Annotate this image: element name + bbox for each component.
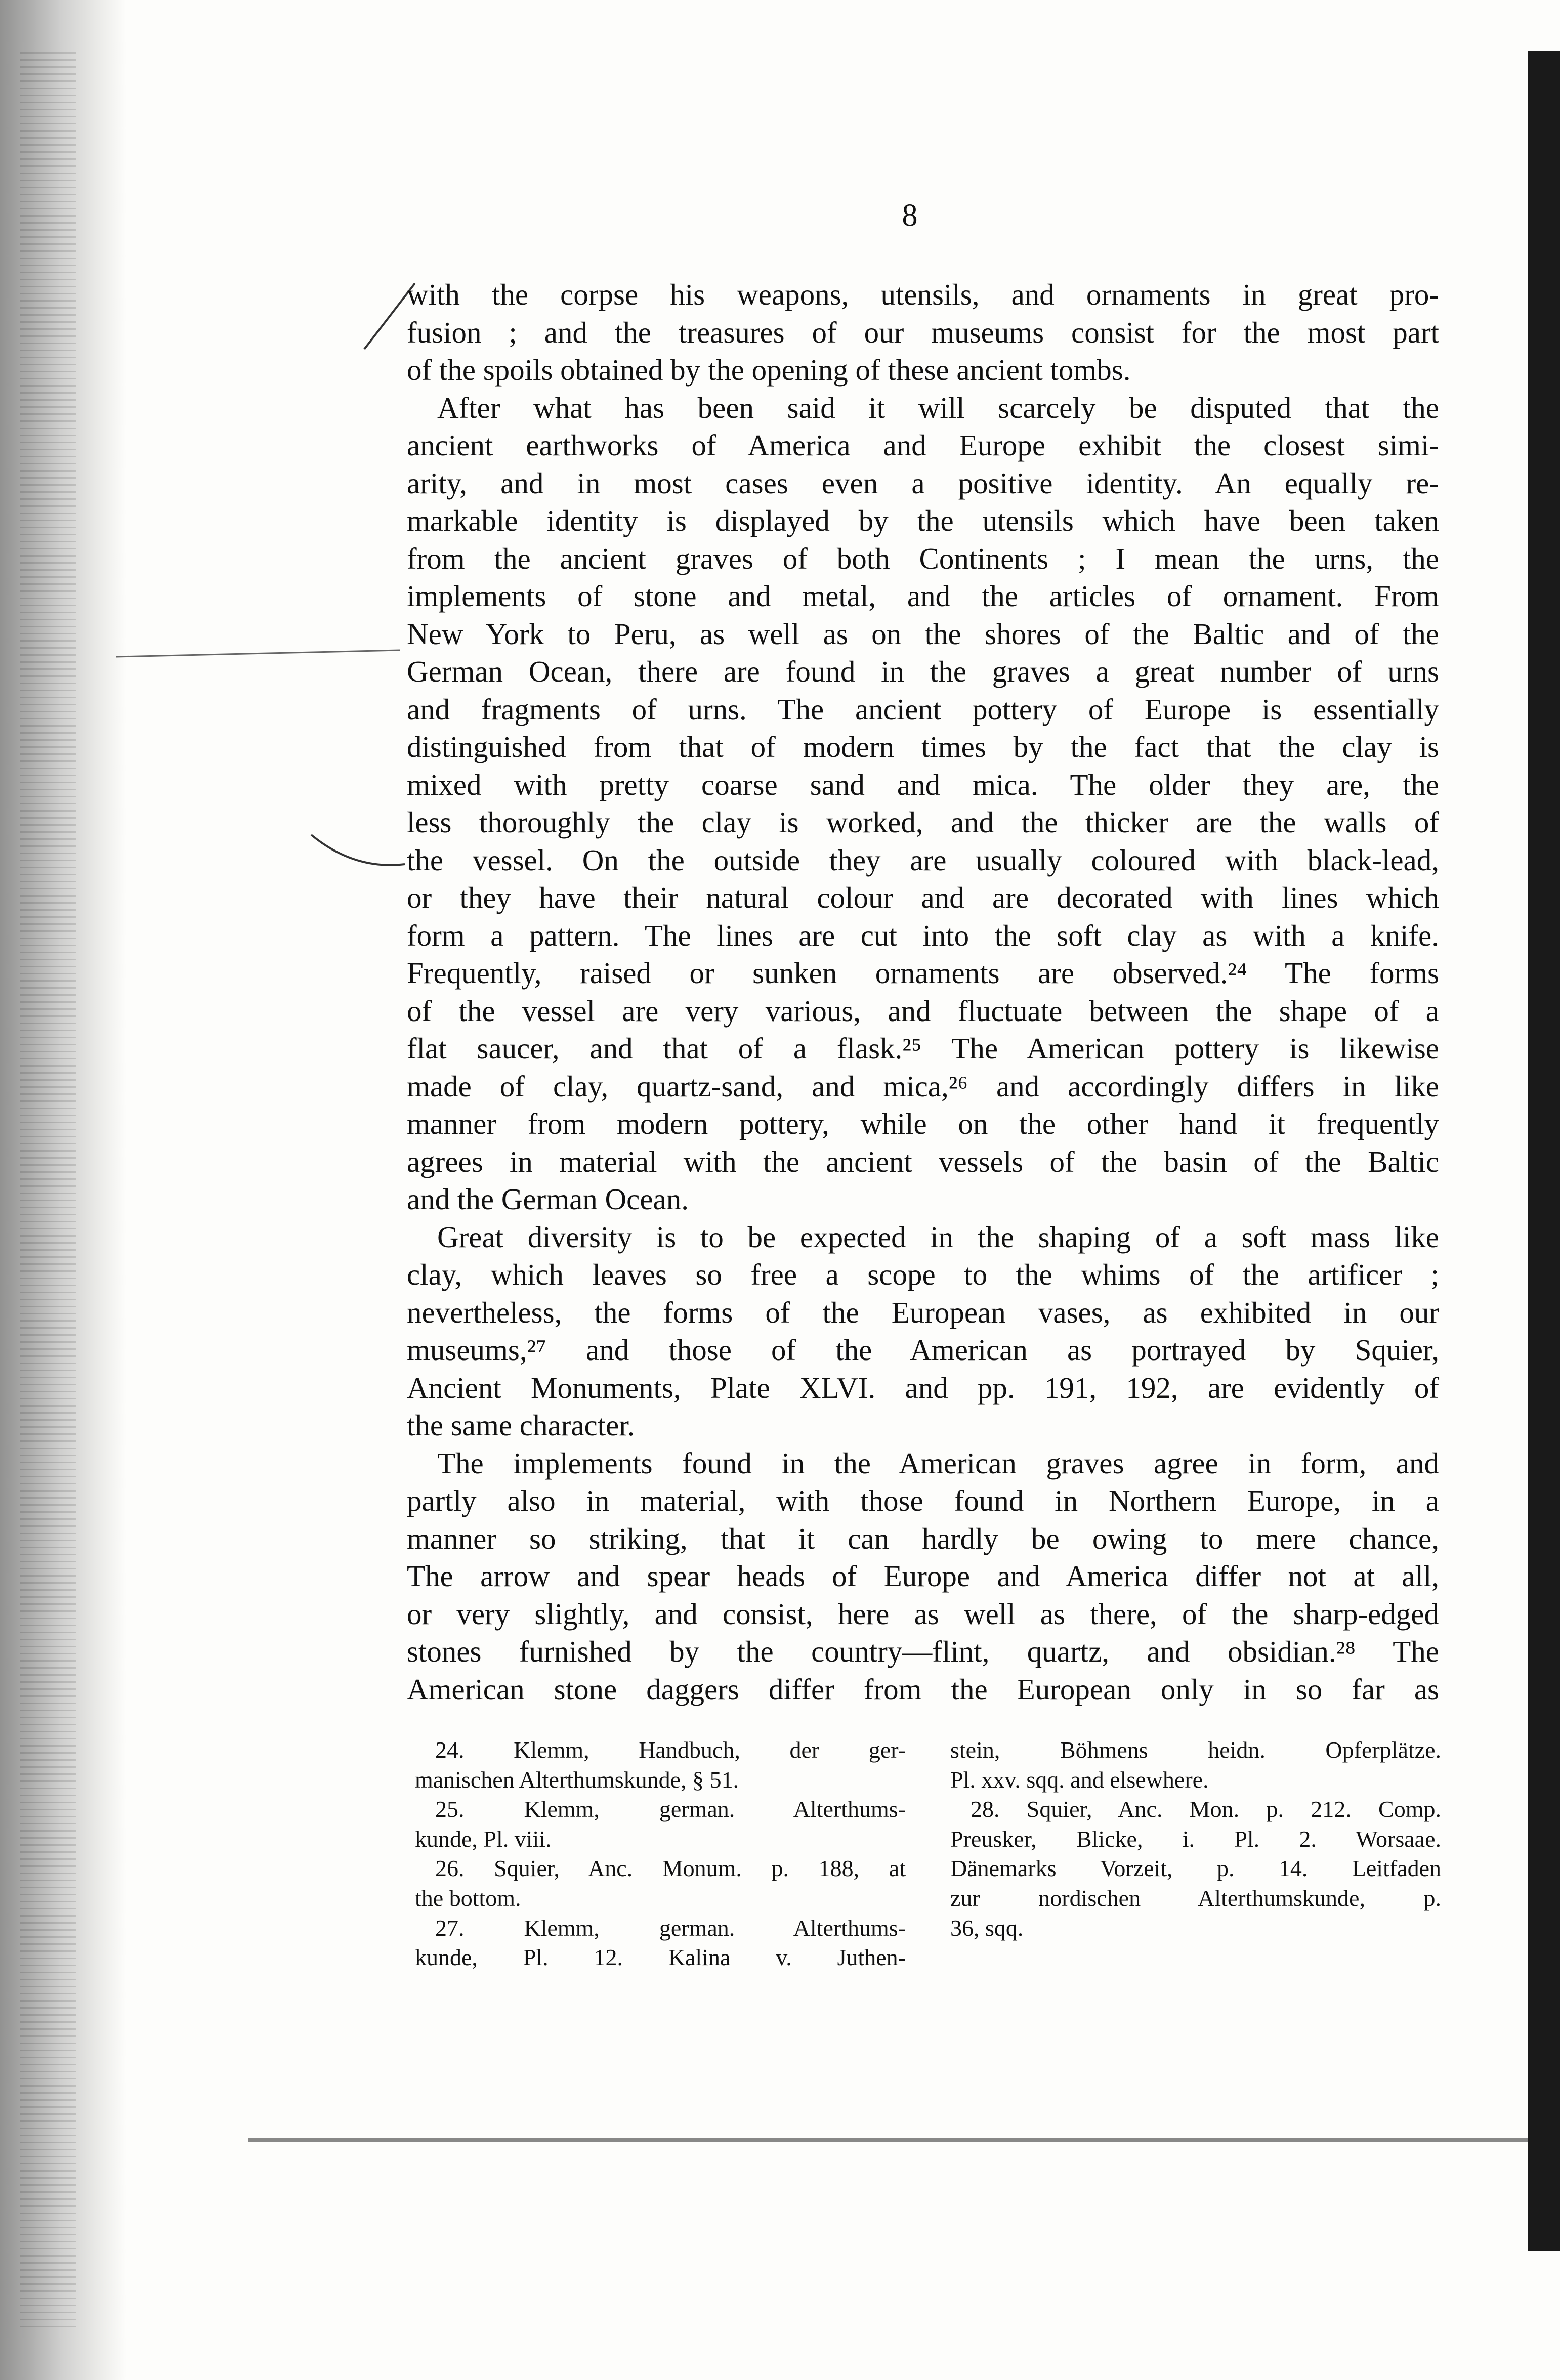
text-line: of the vessel are very various, and fluctuate between the shape of a [407,994,1439,1028]
footnote-line: zur nordischen Alterthumskunde, p. [950,1885,1441,1911]
text-line: Great diversity is to be expected in the shaping of a soft mass like [437,1220,1439,1254]
text-line: New York to Peru, as well as on the shores of the Baltic and of the [407,617,1439,651]
text-line: The arrow and spear heads of Europe and America differ not at all, [407,1559,1439,1593]
footnote-line: Preusker, Blicke, i. Pl. 2. Worsaae. [950,1825,1441,1852]
footnote-line: 26. Squier, Anc. Monum. p. 188, at [435,1855,906,1882]
footnotes-left-column [415,1735,906,1973]
text-line: of the spoils obtained by the opening of these ancient tombs. [407,353,1131,387]
footnote-line: kunde, Pl. viii. [415,1825,552,1852]
footnote-line: 25. Klemm, german. Alterthums- [435,1796,906,1822]
text-line: After what has been said it will scarcely be disputed that the [437,391,1439,424]
footnote-line: Pl. xxv. sqq. and elsewhere. [950,1766,1209,1793]
pencil-curve-left [311,835,405,865]
text-line: American stone daggers differ from the European only in so far as [407,1672,1439,1706]
footnote-line: 28. Squier, Anc. Mon. p. 212. Comp. [971,1796,1441,1822]
text-line: ancient earthworks of America and Europe exhibit the closest simi- [407,429,1439,462]
text-line: implements of stone and metal, and the articles of ornament. From [407,579,1439,613]
text-line: and fragments of urns. The ancient pottery of Europe is essentially [407,692,1439,726]
text-line: form a pattern. The lines are cut into the soft clay as with a knife. [407,918,1439,952]
text-line: stones furnished by the country—flint, quartz, and obsidian.²⁸ The [407,1635,1439,1668]
text-line: agrees in material with the ancient vessels of the basin of the Baltic [407,1144,1439,1178]
text-line: clay, which leaves so free a scope to the whims of the artificer ; [407,1258,1439,1291]
text-line: flat saucer, and that of a flask.²⁵ The American pottery is likewise [407,1032,1439,1065]
text-line: the vessel. On the outside they are usually coloured with black-lead, [407,843,1439,877]
page-number: 8 [902,198,918,233]
right-edge-shadow [1528,51,1560,2251]
text-line: partly also in material, with those found in Northern Europe, in a [407,1484,1439,1517]
footnote-line: the bottom. [415,1885,521,1911]
text-line: distinguished from that of modern times by the fact that the clay is [407,730,1439,763]
footnote-line: kunde, Pl. 12. Kalina v. Juthen- [415,1944,906,1971]
footnote-line: Dänemarks Vorzeit, p. 14. Leitfaden [950,1855,1441,1882]
text-line: Ancient Monuments, Plate XLVI. and pp. 191, 192, are evidently of [407,1371,1439,1405]
text-line: The implements found in the American graves agree in form, and [437,1446,1439,1480]
text-line: German Ocean, there are found in the graves a great number of urns [407,655,1439,688]
footnote-line: 36, sqq. [950,1915,1024,1941]
text-line: made of clay, quartz-sand, and mica,²⁶ and accordingly differs in like [407,1069,1439,1103]
binding-texture [20,51,76,2327]
text-line: the same character. [407,1409,635,1442]
text-line: and the German Ocean. [407,1182,689,1216]
text-line: markable identity is displayed by the utensils which have been taken [407,504,1439,537]
text-line: or they have their natural colour and are decorated with lines which [407,881,1439,914]
text-line: museums,²⁷ and those of the American as portrayed by Squier, [407,1333,1439,1367]
text-line: with the corpse his weapons, utensils, and ornaments in great pro- [407,278,1439,311]
footnotes-right-column [950,1735,1441,1943]
body-text [407,276,1439,1708]
footnote-line: 27. Klemm, german. Alterthums- [435,1915,906,1941]
text-line: less thoroughly the clay is worked, and the thicker are the walls of [407,805,1439,839]
text-line: or very slightly, and consist, here as well as there, of the sharp-edged [407,1597,1439,1631]
text-line: nevertheless, the forms of the European vases, as exhibited in our [407,1295,1439,1329]
text-line: mixed with pretty coarse sand and mica. The older they are, the [407,768,1439,801]
text-line: from the ancient graves of both Continents ; I mean the urns, the [407,541,1439,575]
bottom-rule [248,2138,1528,2142]
text-line: fusion ; and the treasures of our museums consist for the most part [407,315,1439,349]
text-line: manner from modern pottery, while on the other hand it frequently [407,1107,1439,1140]
footnote-line: 24. Klemm, Handbuch, der ger- [435,1737,906,1763]
text-line: Frequently, raised or sunken ornaments are observed.²⁴ The forms [407,956,1439,990]
footnote-line: stein, Böhmens heidn. Opferplätze. [950,1737,1441,1763]
pencil-dash-left [116,650,400,657]
text-line: arity, and in most cases even a positive identity. An equally re- [407,466,1439,500]
footnote-line: manischen Alterthumskunde, § 51. [415,1766,739,1793]
text-line: manner so striking, that it can hardly be owing to mere chance, [407,1521,1439,1555]
